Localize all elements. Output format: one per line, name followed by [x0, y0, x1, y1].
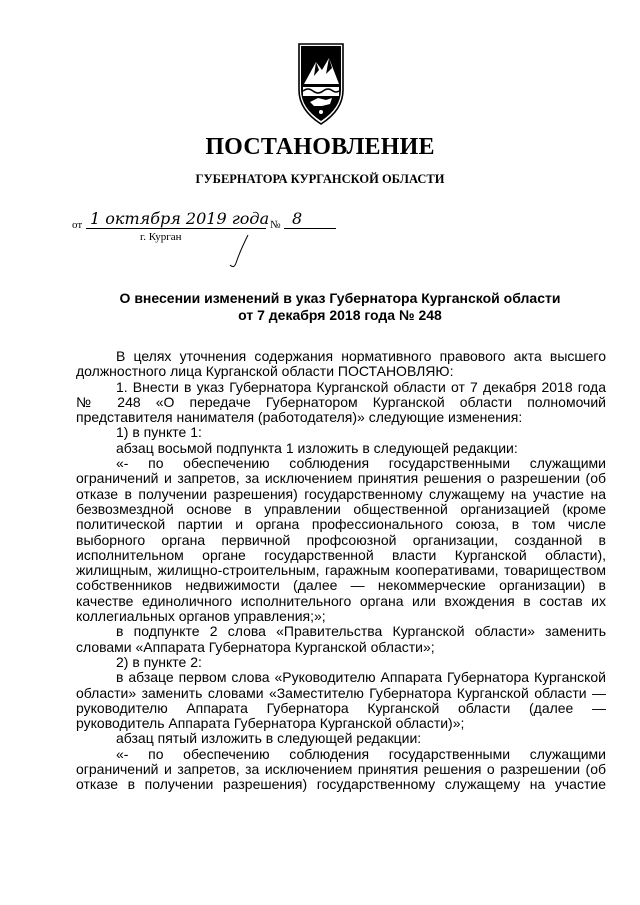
decree-heading: [80, 290, 600, 324]
paragraph-subitem-1: 1) в пункте 1:: [116, 424, 202, 441]
paragraph-preamble: В целях уточнения содержания нормативного правового акта высшего должностного лица Курганской области ПОСТАНОВЛЯЮ:: [76, 348, 606, 380]
document-title: ПОСТАНОВЛЕНИЕ: [205, 134, 435, 160]
paragraph-item-1: 1. Внести в указ Губернатора Курганской области от 7 декабря 2018 года № 248 «О передаче Губернатором Курганской области полномочий представителя нанимателя (работодателя)» следующие изменения:: [76, 378, 606, 426]
date-number-line: [72, 211, 372, 251]
city-label: г. Курган: [140, 231, 182, 243]
handwriting-stroke-icon: [222, 233, 252, 269]
decree-body: [76, 349, 606, 793]
paragraph-amendment-intro: абзац восьмой подпункта 1 изложить в следующей редакции:: [116, 439, 518, 456]
handwritten-date: 1 октября 2019 года: [86, 209, 266, 229]
paragraph-new-wording-2: «- по обеспечению соблюдения государственными служащими ограничений и запретов, за исключением принятия решения о разрешении (об отказе в получении разрешения) государственному служащему на участие: [76, 745, 606, 793]
paragraph-fifth-abzac: абзац пятый изложить в следующей редакции:: [116, 730, 422, 747]
paragraph-new-wording-1: «- по обеспечению соблюдения государственными служащими ограничений и запретов, за исключением принятия решения о разрешении (об отказе в получении разрешения) государственному служащему на участие на безвозмездной основе в управлении общественной организацией (кроме политической партии и органа профессионального союза, в том числе выборного органа первичной профсоюзной организации, созданной в исполнительном органе государственной власти Курганской области), жилищным, жилищно-строительным, гаражным кооперативами, товариществом собственников недвижимости (далее — некоммерческие организации) в качестве единоличного исполнительного органа или вхождения в состав их коллегиальных органов управления;»;: [76, 455, 606, 625]
heading-line-1: О внесении изменений в указ Губернатора Курганской области: [119, 290, 561, 306]
paragraph-subpoint-2: в подпункте 2 слова «Правительства Курганской области» заменить словами «Аппарата Губернатора Курганской области»;: [76, 623, 606, 655]
paragraph-first-abzac: в абзаце первом слова «Руководителю Аппарата Губернатора Курганской области» заменить словами «Заместителю Губернатора Курганской области — руководителю Аппарата Губернатора Курганской области (далее — руководитель Аппарата Губернатора Курганской области)»;: [76, 669, 606, 732]
coat-of-arms-emblem: [296, 40, 346, 126]
heading-line-2: от 7 декабря 2018 года № 248: [238, 307, 442, 323]
handwritten-number: 8: [284, 209, 336, 229]
paragraph-subitem-2: 2) в пункте 2:: [116, 653, 202, 670]
number-label: №: [270, 219, 281, 231]
document-subtitle: ГУБЕРНАТОРА КУРГАНСКОЙ ОБЛАСТИ: [195, 172, 445, 186]
from-label: от: [72, 219, 83, 231]
